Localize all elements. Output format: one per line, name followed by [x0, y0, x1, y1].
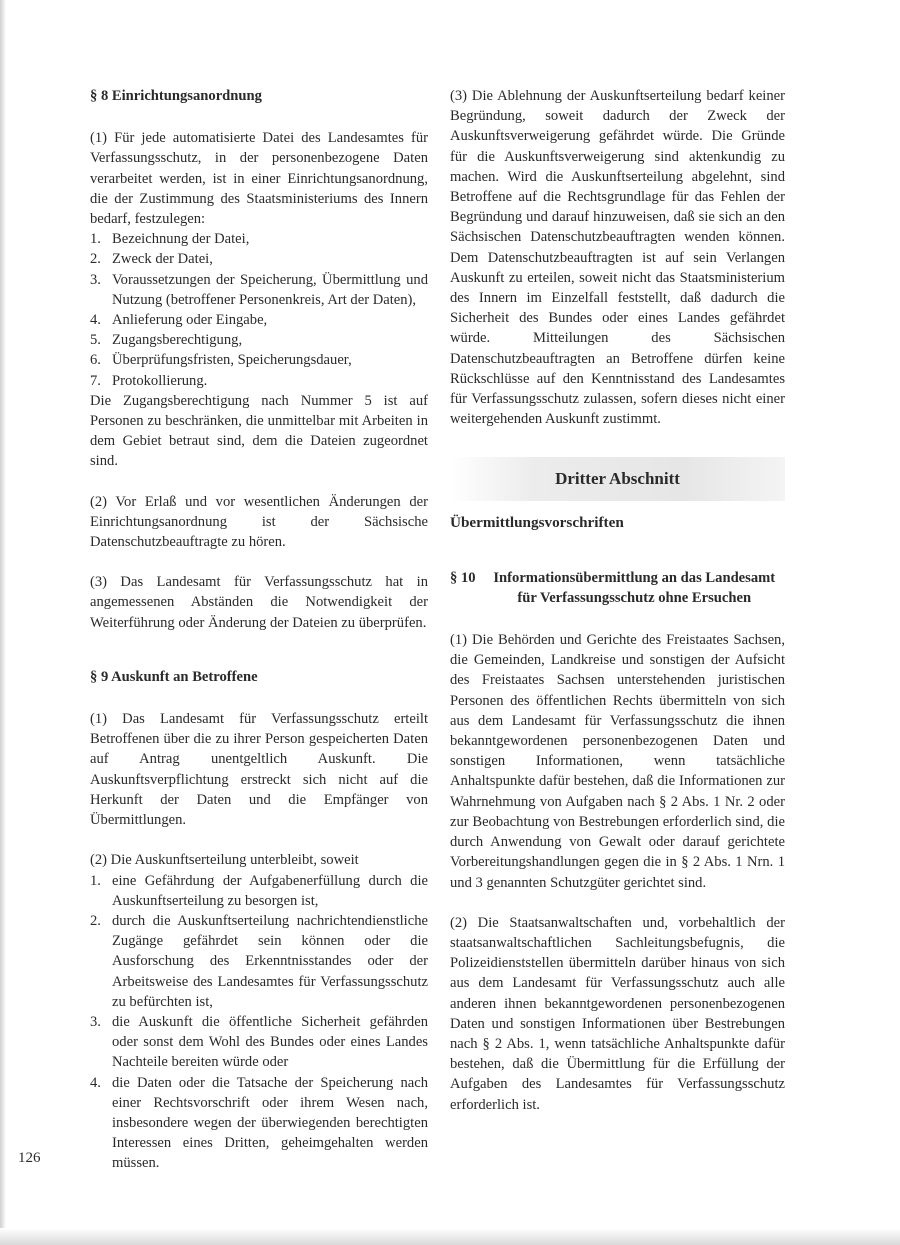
section-9-para-1: (1) Das Landesamt für Verfassungsschutz erteilt Betroffenen über die zu ihrer Person gespeicherten Daten auf Antrag unentgeltlich Auskunft. Die Auskunftsverpflichtung erstreckt sich nicht auf die Herkunft der Daten und die Empfänger von Übermittlungen. — [90, 711, 428, 829]
list-item: 4. die Daten oder die Tatsache der Speicherung nach einer Rechtsvorschrift oder ihrem Wesen nach, insbesondere wegen der überwiegenden berechtigten Interessen eines Dritten, geheimgehalten werden müssen. — [90, 1074, 428, 1172]
section-8-para-1: (1) Für jede automatisierte Datei des Landesamtes für Verfassungsschutz, in der personenbezogene Daten verarbeitet werden, ist in einer Einrichtungsanordnung, die der Zustimmung des Staatsministeriums des Innern bedarf, festzulegen: — [90, 130, 428, 228]
section-8-para-1-end: Die Zugangsberechtigung nach Nummer 5 ist auf Personen zu beschränken, die unmittelbar mit Arbeiten in dem Gebiet betraut sind, dem die Dateien zugeordnet sind. — [90, 392, 428, 470]
chapter-banner — [450, 457, 785, 501]
list-item: 4. Anlieferung oder Eingabe, — [90, 312, 268, 329]
section-10-heading — [450, 568, 785, 608]
list-item: 6. Überprüfungsfristen, Speicherungsdauer, — [90, 352, 352, 369]
page-number: 126 — [18, 1150, 41, 1166]
list-item: 3. Voraussetzungen der Speicherung, Übermittlung und Nutzung (betroffener Personenkreis, Art der Daten), — [90, 271, 428, 308]
right-column — [450, 86, 785, 1115]
page-bottom-shadow — [0, 1228, 900, 1245]
list-item: 5. Zugangsberechtigung, — [90, 332, 243, 349]
section-8-para-2: (2) Vor Erlaß und vor wesentlichen Änderungen der Einrichtungsanordnung ist der Sächsische Datenschutzbeauftragte zu hören. — [90, 493, 428, 551]
chapter-title: Dritter Abschnitt — [555, 469, 680, 489]
list-item: 1. Bezeichnung der Datei, — [90, 231, 250, 248]
section-10-number: § 10 — [450, 569, 476, 586]
list-item: 7. Protokollierung. — [90, 372, 208, 389]
page-edge-shadow — [0, 0, 6, 1245]
section-10-para-2: (2) Die Staatsanwaltschaften und, vorbehaltlich der staatsanwaltschaftlichen Sachleitungsbefugnis, die Polizeidienststellen übermitteln darüber hinaus von sich aus dem Landesamt für Verfassungsschutz auch alle anderen ihnen bekanntgewordenen personenbezogenen Daten und sonstigen Informationen über Bestrebungen nach § 2 Abs. 1, wenn tatsächliche Anhaltspunkte dafür bestehen, daß die Übermittlung für die Erfüllung der Aufgaben des Landesamtes für Verfassungsschutz erforderlich ist. — [450, 914, 785, 1113]
section-8-para-3: (3) Das Landesamt für Verfassungsschutz hat in angemessenen Abständen die Notwendigkeit der Weiterführung oder Änderung der Dateien zu überprüfen. — [90, 574, 428, 631]
list-item: 2. Zweck der Datei, — [90, 251, 213, 268]
section-9-list — [90, 871, 428, 1174]
chapter-subtitle: Übermittlungsvorschriften — [450, 514, 624, 532]
section-10-para-1: (1) Die Behörden und Gerichte des Freistaates Sachsen, die Gemeinden, Landkreise und sonstigen der Aufsicht des Freistaates Sachsen unterstehenden juristischen Personen des öffentlichen Rechts übermitteln von sich aus dem Landesamt für Verfassungsschutz die ihnen bekanntgewordenen personenbezogenen Daten und sonstigen Informationen, wenn tatsächliche Anhaltspunkte dafür bestehen, daß die Informationen zur Wahrnehmung von Aufgaben nach § 2 Abs. 1 Nr. 2 oder zur Beobachtung von Bestrebungen erforderlich sind, die durch Anwendung von Gewalt oder darauf gerichtete Vorbereitungshandlungen gegen die in § 2 Abs. 1 Nrn. 1 und 3 genannten Schutzgüter gerichtet sind. — [450, 632, 785, 891]
list-item: 3. die Auskunft die öffentliche Sicherheit gefährden oder sonst dem Wohl des Bundes oder eines Landes Nachteile bereiten würde oder — [90, 1013, 428, 1071]
list-item: 1. eine Gefährdung der Aufgabenerfüllung durch die Auskunftserteilung zu besorgen ist, — [90, 872, 428, 909]
left-column — [90, 86, 428, 1174]
section-8-list — [90, 229, 428, 391]
section-10-title: Informationsübermittlung an das Landesamt für Verfassungsschutz ohne Ersuchen — [493, 569, 776, 606]
section-9-para-3: (3) Die Ablehnung der Auskunftserteilung bedarf keiner Begründung, soweit dadurch der Zweck der Auskunftsverweigerung gefährdet würde. Die Gründe für die Auskunftsverweigerung sind aktenkundig zu machen. Wird die Auskunftserteilung abgelehnt, sind Betroffene auf die Rechtsgrundlage für das Fehlen der Begründung und darauf hinzuweisen, daß sie sich an den Sächsischen Datenschutzbeauftragten wenden können. Dem Datenschutzbeauftragten ist auf sein Verlangen Auskunft zu erteilen, soweit nicht das Staatsministerium des Innern im Einzelfall feststellt, daß dadurch die Sicherheit des Bundes oder eines Landes gefährdet würde. Mitteilungen des Sächsischen Datenschutzbeauftragten an Betroffene dürfen keine Rückschlüsse auf den Kenntnisstand des Landesamtes für Verfassungsschutz zulassen, sofern dieses nicht einer weitergehenden Auskunft zustimmt. — [450, 88, 785, 428]
section-9-para-2: (2) Die Auskunftserteilung unterbleibt, soweit — [90, 852, 359, 869]
section-8-heading: § 8 Einrichtungsanordnung — [90, 88, 262, 104]
list-item: 2. durch die Auskunftserteilung nachrichtendienstliche Zugänge gefährdet sein können oder die Ausforschung des Erkenntnisstandes oder der Arbeitsweise des Landesamtes für Verfassungsschutz zu befürchten ist, — [90, 912, 428, 1010]
section-9-heading: § 9 Auskunft an Betroffene — [90, 668, 258, 685]
